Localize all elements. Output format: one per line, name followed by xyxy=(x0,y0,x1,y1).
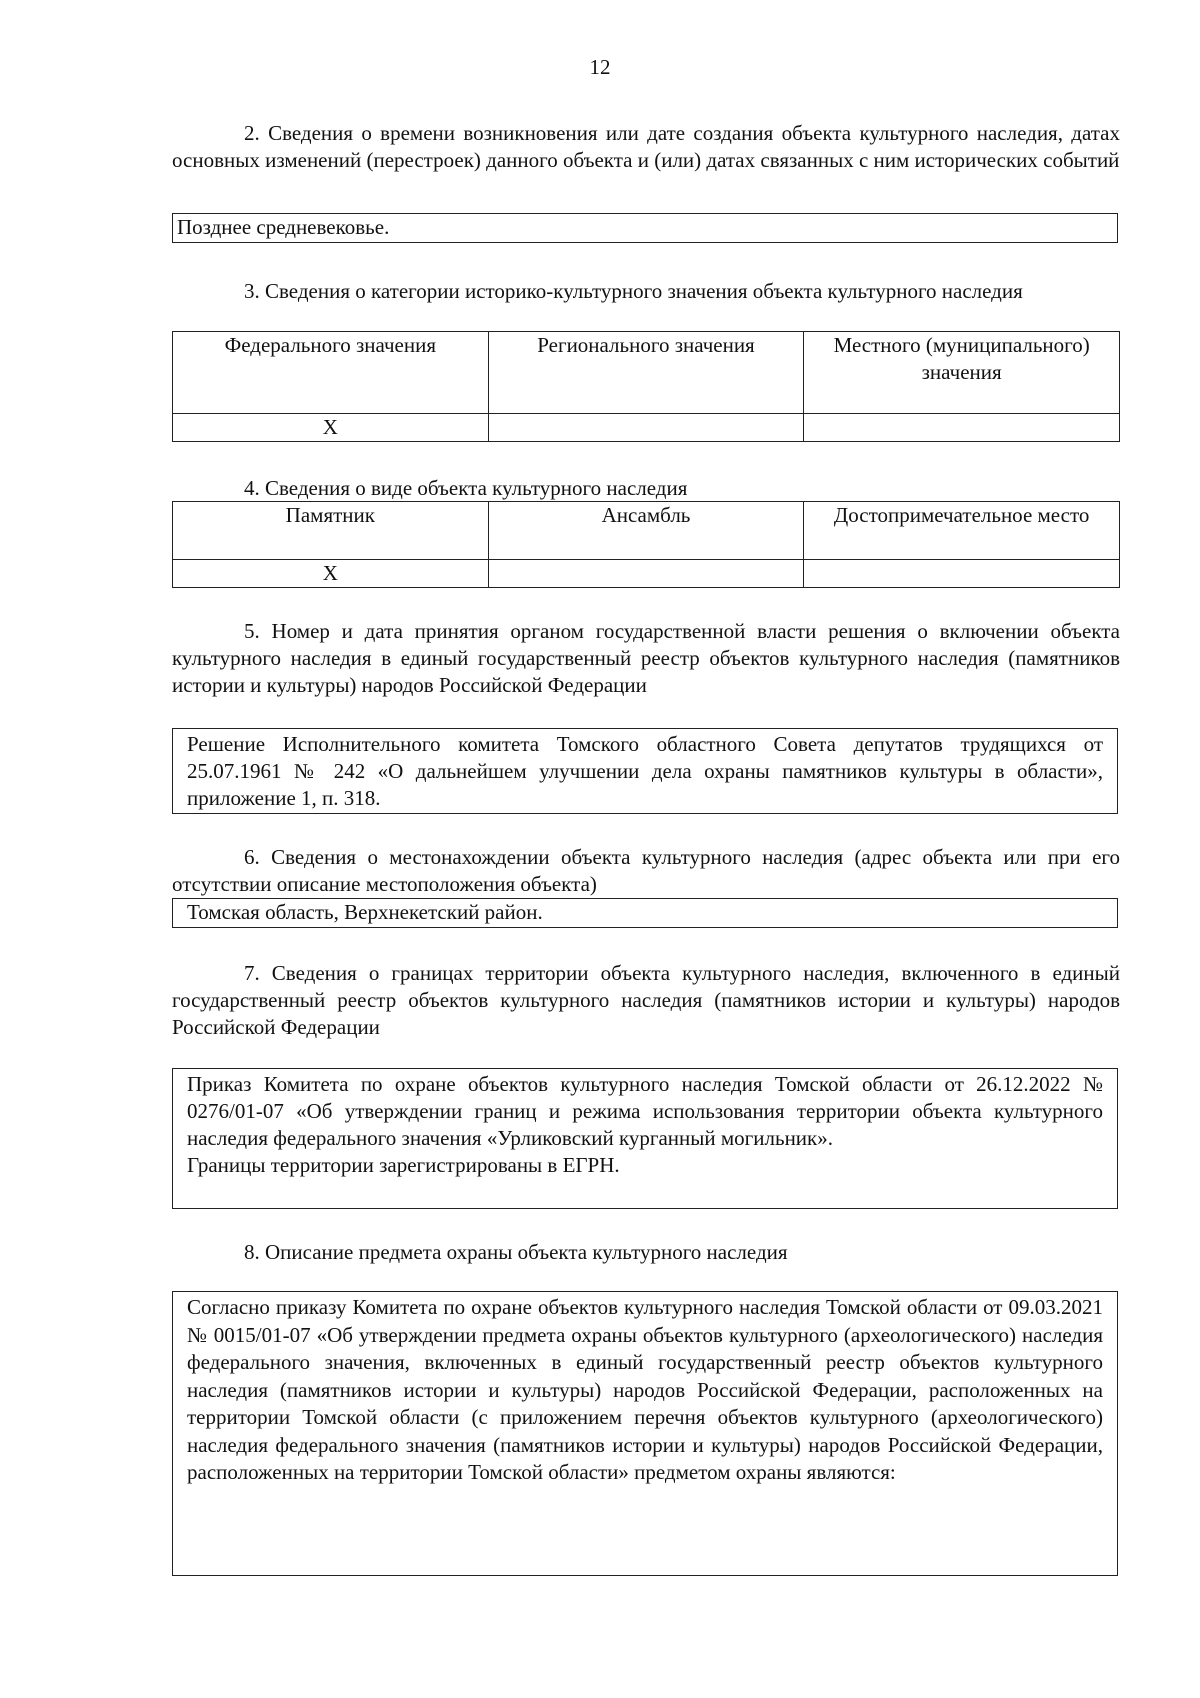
section-4-type-table xyxy=(172,501,1120,588)
category-header-federal: Федерального значения xyxy=(173,332,489,414)
section-2-value-box xyxy=(172,213,1118,243)
section-6-value-box xyxy=(172,898,1118,928)
type-mark-monument: Х xyxy=(173,560,489,588)
type-header-landmark: Достопримечательное место xyxy=(804,502,1120,560)
section-7-heading: 7. Сведения о границах территории объекта культурного наследия, включенного в единый государственный реестр объектов культурного наследия (памятников истории и культуры) народов Российской Федерации xyxy=(172,961,1120,1039)
section-8-value: Согласно приказу Комитета по охране объектов культурного наследия Томской области от 09.03.2021 № 0015/01-07 «Об утверждении предмета охраны объектов культурного (археологического) наследия федерального значения, включенных в единый государственный реестр объектов культурного наследия (памятников истории и культуры) народов Российской Федерации, расположенных на территории Томской области (с приложением перечня объектов культурного (археологического) наследия федерального значения (памятников истории и культуры) народов Российской Федерации, расположенных на территории Томской области» предметом охраны являются: xyxy=(187,1295,1103,1484)
category-mark-regional xyxy=(488,414,804,442)
section-8-heading: 8. Описание предмета охраны объекта культурного наследия xyxy=(244,1240,788,1264)
section-8-value-box xyxy=(172,1291,1118,1576)
section-4-heading: 4. Сведения о виде объекта культурного наследия xyxy=(244,476,688,500)
section-6-value: Томская область, Верхнекетский район. xyxy=(187,900,543,924)
section-7-value-order: Приказ Комитета по охране объектов культурного наследия Томской области от 26.12.2022 № 0276/01-07 «Об утверждении границ и режима использования территории объекта культурного наследия федерального значения «Урликовский курганный могильник». xyxy=(187,1072,1103,1150)
section-7-value-box xyxy=(172,1068,1118,1209)
category-mark-federal: Х xyxy=(173,414,489,442)
type-mark-ensemble xyxy=(488,560,804,588)
page-number: 12 xyxy=(589,55,611,79)
category-header-regional: Регионального значения xyxy=(488,332,804,414)
section-6-heading: 6. Сведения о местонахождении объекта культурного наследия (адрес объекта или при его отсутствии описание местоположения объекта) xyxy=(172,845,1120,896)
section-5-value: Решение Исполнительного комитета Томского областного Совета депутатов трудящихся от 25.07.1961 № 242 «О дальнейшем улучшении дела охраны памятников культуры в области», приложение 1, п. 318. xyxy=(187,732,1103,810)
section-2-heading: 2. Сведения о времени возникновения или дате создания объекта культурного наследия, датах основных изменений (перестроек) данного объекта и (или) датах связанных с ним исторических событий xyxy=(172,121,1120,172)
section-5-value-box xyxy=(172,728,1118,814)
category-mark-local xyxy=(804,414,1120,442)
section-2-value: Позднее средневековье. xyxy=(177,215,390,239)
section-3-category-table xyxy=(172,331,1120,442)
section-3-heading: 3. Сведения о категории историко-культурного значения объекта культурного наследия xyxy=(244,279,1023,303)
category-header-local: Местного (муниципального) значения xyxy=(804,332,1120,414)
section-7-value-registration: Границы территории зарегистрированы в ЕГРН. xyxy=(187,1153,620,1177)
section-5-heading: 5. Номер и дата принятия органом государственной власти решения о включении объекта культурного наследия в единый государственный реестр объектов культурного наследия (памятников истории и культуры) народов Российской Федерации xyxy=(172,619,1120,697)
type-mark-landmark xyxy=(804,560,1120,588)
type-header-monument: Памятник xyxy=(173,502,489,560)
type-header-ensemble: Ансамбль xyxy=(488,502,804,560)
